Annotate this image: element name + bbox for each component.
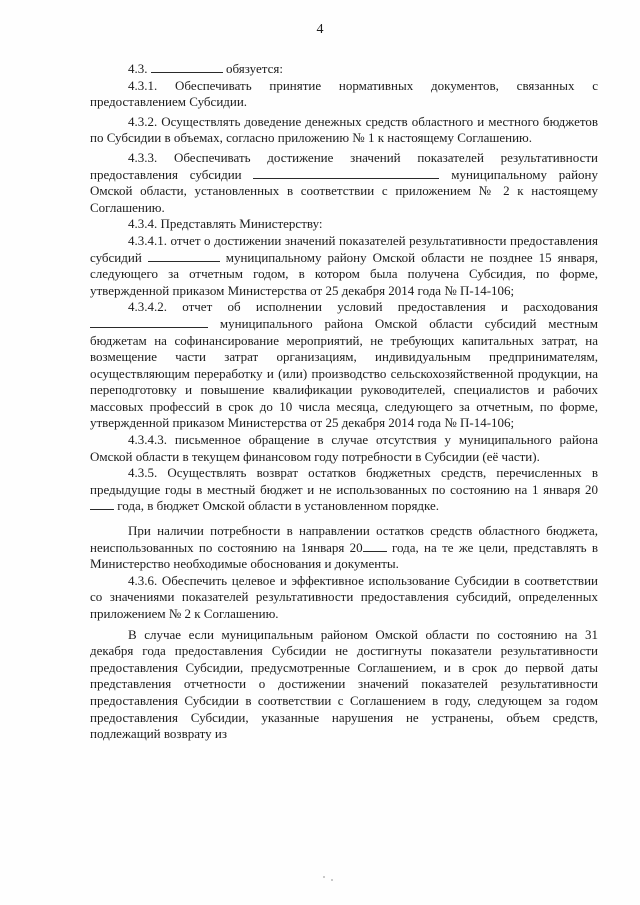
clause-text: 4.3.5. Осуществлять возврат остатков бюджетных средств, перечисленных в предыдущие годы в местный бюджет и не использованных по состоянию на 1 января 20 [90,465,598,497]
scan-speck [323,876,325,878]
paragraph-4-3-1: 4.3.1. Обеспечивать принятие нормативных документов, связанных с предоставлением Субсидии. [90,77,598,110]
paragraph-4-3-5 [90,465,598,515]
page-number: 4 [316,22,324,37]
paragraph-4-3-4-1 [90,233,598,299]
paragraph-4-3-6: 4.3.6. Обеспечить целевое и эффективное использование Субсидии в соответствии со значениями показателей результативности предоставления субсидий, определенных приложением № 2 к Соглашению. [90,572,598,621]
blank-field [90,316,208,328]
clause-text: муниципальному району Омской области, установленных в соответствии с приложением № 2 к настоящему Соглашению. [90,166,598,215]
clause-text: муниципального района Омской области субсидий местным бюджетам на софинансирование мероприятий, не требующих капитальных затрат, на возмещение части затрат организациям, индивидуальным предпринимателям, осуществляющим переработку и (или) производство сельскохозяйственной продукции, на переподготовку и повышение квалификации руководителей, специалистов и рабочих массовых профессий в срок до 10 числа месяца, следующего за отчетным, по форме, утвержденной приказом Министерства от 25 декабря 2014 года № П-14-106; [90,315,598,431]
paragraph-indicators-not-met: В случае если муниципальным районом Омской области по состоянию на 31 декабря года предоставления Субсидии не достигнуты показатели результативности предоставления Субсидии, предусмотренные Соглашением, и в срок до первой даты представления отчетности о достижении значений показателей результативности предоставления Субсидии в соответствии с Соглашением в году, следующем за годом предоставления Субсидии, указанные нарушения не устранены, объем средств, подлежащий возврату из [90,626,598,742]
paragraph-remainder-funds [90,523,598,573]
clause-text: года, в бюджет Омской области в установленном порядке. [114,498,440,514]
clause-text: обязуется: [222,61,283,76]
document-body [90,61,598,743]
clause-number: 4.3. [128,61,151,76]
blank-field [90,498,114,510]
clause-text: 4.3.3. Обеспечивать достижение значений показателей результативности предоставления субсидии [90,149,598,182]
paragraph-4-3-3 [90,150,598,216]
blank-field [253,167,439,179]
blank-field [363,540,387,552]
clause-text: 4.3.4.1. отчет о достижении значений показателей результативности предоставления субсидий [90,232,598,265]
paragraph-4-3 [90,61,598,78]
paragraph-4-3-4-2 [90,299,598,432]
paragraph-4-3-4-3: 4.3.4.3. письменное обращение в случае отсутствия у муниципального района Омской области в текущем финансовом году потребности в Субсидии (её части). [90,432,598,464]
clause-text: При наличии потребности в направлении остатков средств областного бюджета, неиспользованных по состоянию на 1января 20 [90,523,598,555]
clause-text: муниципальному району Омской области не позднее 15 января, следующего за отчетным годом, в котором была получена Субсидия, по форме, утвержденной приказом Министерства от 25 декабря 2014 года № П-14-106; [90,249,598,298]
blank-field [148,250,220,262]
blank-field [151,61,223,73]
scan-speck [331,879,333,881]
paragraph-4-3-2: 4.3.2. Осуществлять доведение денежных средств областного и местного бюджетов по Субсидии в объемах, согласно приложению № 1 к настоящему Соглашению. [90,113,598,146]
clause-text: года, на те же цели, представлять в Министерство необходимые обоснования и документы. [90,539,598,572]
clause-text: 4.3.4.2. отчет об исполнении условий предоставления и расходования [128,299,598,315]
paragraph-4-3-4: 4.3.4. Представлять Министерству: [128,216,323,232]
